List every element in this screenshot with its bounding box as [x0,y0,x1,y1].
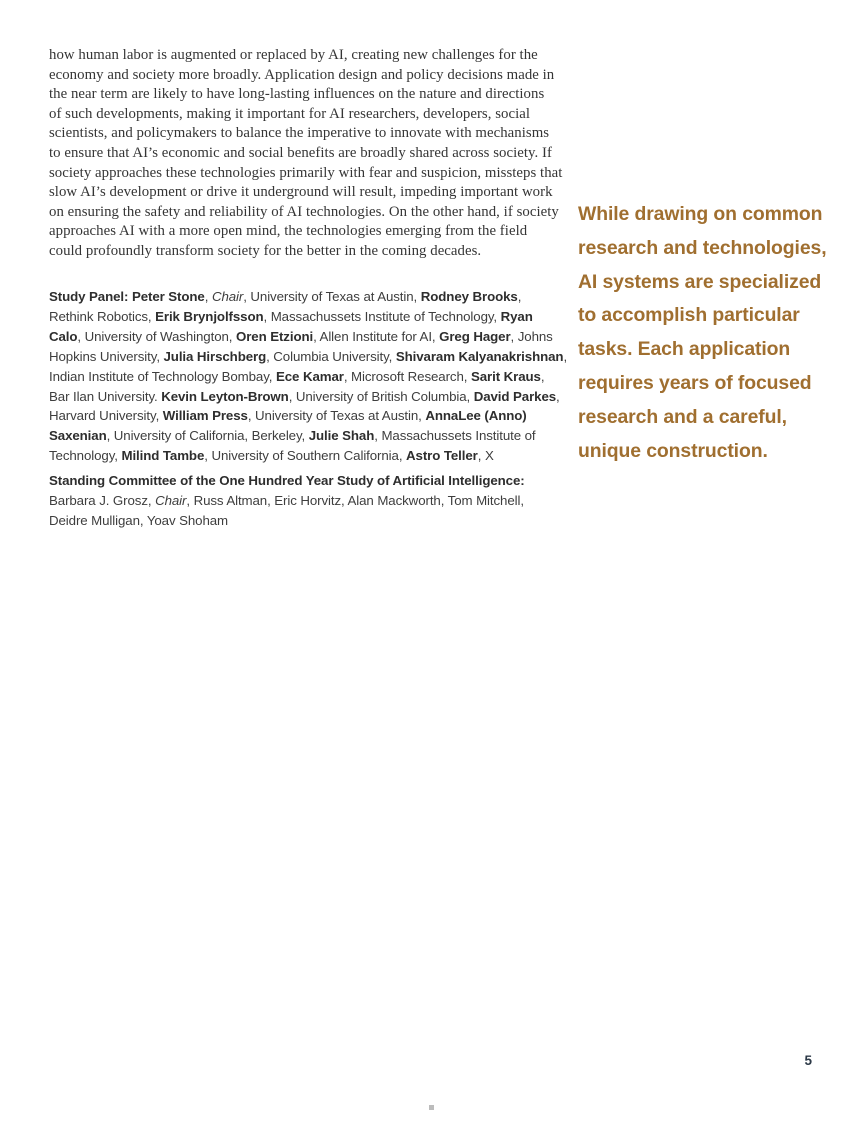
text-segment: Astro Teller [406,448,478,464]
text-segment: Deidre Mulligan, Yoav Shoham [49,512,229,528]
text-segment: , University of Washington, [77,328,236,344]
text-line: research and a careful, [578,405,787,428]
text-segment: , [563,348,568,364]
text-segment: William Press [162,408,248,424]
text-line: approaches AI with a more open mind, the technologies emerging from the field [49,223,528,240]
text-line: research and technologies, [578,236,827,259]
text-segment: , University of British Columbia, [288,388,474,404]
text-segment: Ece Kamar [275,368,344,384]
text-segment: Hopkins University, [49,348,164,364]
text-line: the near term are likely to have long-lasting influences on the nature and directions [49,86,545,103]
text-line: tasks. Each application [578,338,791,361]
text-segment: Bar Ilan University. [49,388,162,404]
pull-quote [578,198,838,468]
text-segment: Julie Shah [308,428,375,444]
text-line: could profoundly transform society for the better in the coming decades. [49,242,482,259]
text-line: to accomplish particular [578,304,800,327]
text-segment: , University of California, Berkeley, [106,428,309,444]
text-segment: , [540,368,545,384]
text-line [49,426,567,446]
text-segment: , Microsoft Research, [343,368,471,384]
text-segment: Rethink Robotics, [49,308,156,324]
text-line [49,307,567,327]
text-segment: , Russ Altman, Eric Horvitz, Alan Mackworth, Tom Mitchell, [186,492,524,508]
text-segment: , X [477,448,494,464]
text-segment: Saxenian [49,428,107,444]
text-line [49,347,567,367]
study-panel-paragraph [49,287,567,466]
text-segment: Oren Etzioni [235,328,314,344]
text-segment: , University of Texas at Austin, [243,289,421,304]
text-line [49,446,567,466]
text-segment: , Johns [510,328,553,344]
text-line [49,367,567,387]
text-line: While drawing on common [578,203,823,225]
text-segment: AnnaLee (Anno) [425,408,527,424]
text-line [49,387,567,407]
text-segment: , University of Southern California, [204,448,407,464]
standing-committee-paragraph [49,471,525,531]
text-segment: Study Panel: [49,289,132,304]
text-line: AI systems are specialized [578,270,822,293]
page-number: 5 [804,1053,812,1068]
text-segment: , [517,289,522,304]
text-segment: Chair [155,492,187,508]
body-paragraph [49,46,562,262]
text-line [49,491,525,511]
text-segment: Calo [49,328,78,344]
text-segment: , University of Texas at Austin, [247,408,426,424]
text-line: to ensure that AI’s economic and social benefits are broadly shared across society. If [49,144,552,161]
text-segment: Chair [211,289,244,304]
text-segment: Julia Hirschberg [163,348,267,364]
footer-dot-mark [429,1105,434,1110]
text-line: economy and society more broadly. Application design and policy decisions made in [49,66,555,83]
text-segment: Kevin Leyton-Brown [161,388,289,404]
text-segment: Indian Institute of Technology Bombay, [49,368,276,384]
text-segment: Greg Hager [439,328,511,344]
text-segment: , Massachussets Institute of [374,428,536,444]
text-segment: Technology, [49,448,122,464]
text-segment: , Massachussets Institute of Technology, [263,308,501,324]
text-line: how human labor is augmented or replaced by AI, creating new challenges for the [49,47,538,63]
text-line: unique construction. [578,439,768,462]
text-line: requires years of focused [578,371,812,394]
text-segment: Barbara J. Grosz, [49,492,156,508]
text-segment: Ryan [500,308,533,324]
text-segment: Sarit Kraus [470,368,541,384]
text-line: society approaches these technologies primarily with fear and suspicion, missteps that [49,164,563,181]
text-line [49,511,525,531]
text-segment: Harvard University, [49,408,163,424]
text-segment: Rodney Brooks [420,289,518,304]
text-segment: Peter Stone [131,289,205,304]
text-line: on ensuring the safety and reliability of AI technologies. On the other hand, if society [49,203,559,220]
text-line: of such developments, making it important for AI researchers, developers, social [49,105,531,122]
text-line [49,406,567,426]
text-line [49,327,567,347]
text-line: slow AI’s development or drive it underground will result, impeding important work [49,184,553,201]
text-segment: , [204,289,212,304]
text-segment: , [556,388,560,404]
text-segment: David Parkes [473,388,557,404]
text-line: scientists, and policymakers to balance the imperative to innovate with mechanisms [49,125,550,142]
text-segment: Standing Committee of the One Hundred Year Study of Artificial Intelligence: [49,473,525,488]
text-segment: , Allen Institute for AI, [313,328,440,344]
text-segment: , Columbia University, [266,348,396,364]
text-segment: Erik Brynjolfsson [155,308,264,324]
text-line [49,287,567,307]
text-segment: Milind Tambe [121,448,205,464]
text-segment: Shivaram Kalyanakrishnan [395,348,564,364]
text-line [49,471,525,491]
